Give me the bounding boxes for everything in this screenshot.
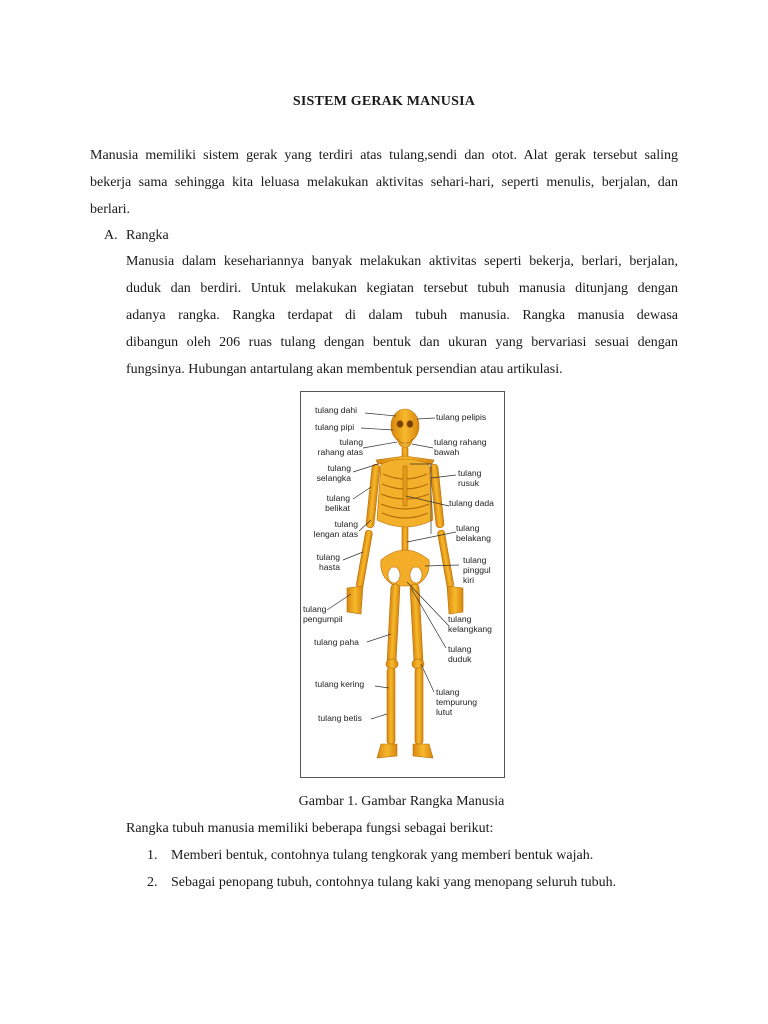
label-tulang-dahi: tulang dahi bbox=[315, 405, 358, 415]
label-tulang-tempurung-2: tempurung bbox=[436, 697, 478, 707]
forearm-right bbox=[437, 530, 454, 588]
intro-line-1: Manusia memiliki sistem gerak yang terdiri atas tulang,sendi dan otot. Alat gerak tersebut saling bbox=[90, 148, 678, 163]
forearm-left bbox=[356, 530, 373, 588]
hand-left bbox=[347, 586, 363, 614]
label-tulang-tempurung-3: lutut bbox=[436, 707, 453, 717]
label-tulang-hasta-2: hasta bbox=[318, 562, 340, 572]
label-tulang-pengumpil-2: pengumpil bbox=[303, 614, 343, 624]
skull-shape bbox=[391, 409, 419, 443]
label-tulang-kering: tulang kering bbox=[315, 679, 365, 689]
label-tulang-kelangkang-2: kelangkang bbox=[448, 624, 492, 634]
sternum-shape bbox=[403, 466, 407, 506]
eye-socket-right bbox=[407, 420, 413, 427]
foot-right bbox=[413, 744, 433, 758]
tibia-left bbox=[387, 668, 395, 744]
pelvis-hole-right bbox=[410, 567, 422, 583]
section-para-line-4: dibangun oleh 206 ruas tulang dengan bentuk dan ukuran yang bervariasi sesuai dengan bbox=[126, 335, 678, 350]
label-tulang-rusuk-1: tulang bbox=[458, 468, 482, 478]
label-tulang-pinggul-3: kiri bbox=[463, 575, 474, 585]
femur-right bbox=[410, 584, 423, 664]
label-tulang-paha: tulang paha bbox=[314, 637, 359, 647]
tibia-right bbox=[415, 668, 423, 744]
label-tulang-rusuk-2: rusuk bbox=[458, 478, 480, 488]
page-title: SISTEM GERAK MANUSIA bbox=[292, 94, 476, 109]
kneecap-right bbox=[412, 659, 424, 669]
section-para-line-1: Manusia dalam kesehariannya banyak melakukan aktivitas seperti bekerja, berlari, berjalan, bbox=[126, 254, 678, 269]
label-tulang-selangka-2: selangka bbox=[316, 473, 351, 483]
section-heading: Rangka bbox=[126, 228, 169, 243]
figure-caption: Gambar 1. Gambar Rangka Manusia bbox=[298, 794, 505, 809]
label-tulang-lengan-atas-2: lengan atas bbox=[313, 529, 358, 539]
function-item-text: Sebagai penopang tubuh, contohnya tulang kaki yang menopang seluruh tubuh. bbox=[171, 875, 617, 890]
section-para-line-5: fungsinya. Hubungan antartulang akan membentuk persendian atau artikulasi. bbox=[126, 362, 563, 377]
functions-intro: Rangka tubuh manusia memiliki beberapa fungsi sebagai berikut: bbox=[126, 821, 494, 836]
label-tulang-belakang-2: belakang bbox=[456, 533, 491, 543]
intro-line-2: bekerja sama sehingga kita leluasa melakukan aktivitas sehari-hari, seperti menulis, berjalan, dan bbox=[90, 175, 678, 190]
section-para-line-2: duduk dan berdiri. Untuk melakukan kegiatan tersebut tubuh manusia ditunjang dengan bbox=[126, 281, 678, 296]
label-tulang-rahang-bawah-1: tulang rahang bbox=[434, 437, 487, 447]
function-item-number: 2. bbox=[147, 875, 158, 890]
function-item-text: Memberi bentuk, contohnya tulang tengkorak yang memberi bentuk wajah. bbox=[171, 848, 594, 863]
label-tulang-tempurung-1: tulang bbox=[436, 687, 460, 697]
pelvis-hole-left bbox=[388, 567, 400, 583]
label-tulang-pinggul-1: tulang bbox=[463, 555, 487, 565]
label-tulang-rahang-atas-2: rahang atas bbox=[317, 447, 363, 457]
label-tulang-belikat-1: tulang bbox=[326, 493, 350, 503]
label-tulang-duduk-1: tulang bbox=[448, 644, 472, 654]
label-tulang-pinggul-2: pinggul bbox=[463, 565, 491, 575]
label-tulang-rahang-bawah-2: bawah bbox=[434, 447, 460, 457]
foot-left bbox=[377, 744, 397, 758]
label-tulang-kelangkang-1: tulang bbox=[448, 614, 472, 624]
hand-right bbox=[447, 586, 463, 614]
section-marker: A. bbox=[104, 228, 118, 243]
label-tulang-pelipis: tulang pelipis bbox=[436, 412, 487, 422]
label-tulang-hasta-1: tulang bbox=[316, 552, 340, 562]
label-tulang-betis: tulang betis bbox=[318, 713, 362, 723]
femur-left bbox=[387, 584, 400, 664]
function-item-number: 1. bbox=[147, 848, 158, 863]
label-tulang-lengan-atas-1: tulang bbox=[334, 519, 358, 529]
pelvis-shape bbox=[381, 550, 429, 586]
eye-socket-left bbox=[397, 420, 403, 427]
label-tulang-pipi: tulang pipi bbox=[315, 422, 355, 432]
label-tulang-belikat-2: belikat bbox=[325, 503, 350, 513]
skeleton-illustration bbox=[301, 392, 504, 777]
label-tulang-selangka-1: tulang bbox=[327, 463, 351, 473]
label-tulang-rahang-atas-1: tulang bbox=[339, 437, 363, 447]
label-tulang-duduk-2: duduk bbox=[448, 654, 472, 664]
intro-line-3: berlari. bbox=[90, 202, 131, 217]
kneecap-left bbox=[386, 659, 398, 669]
section-para-line-3: adanya rangka. Rangka terdapat di dalam tubuh manusia. Rangka manusia dewasa bbox=[126, 308, 678, 323]
label-tulang-pengumpil-1: tulang bbox=[303, 604, 327, 614]
label-tulang-belakang-1: tulang bbox=[456, 523, 480, 533]
skeleton-figure bbox=[300, 391, 505, 778]
label-tulang-dada: tulang dada bbox=[449, 498, 494, 508]
